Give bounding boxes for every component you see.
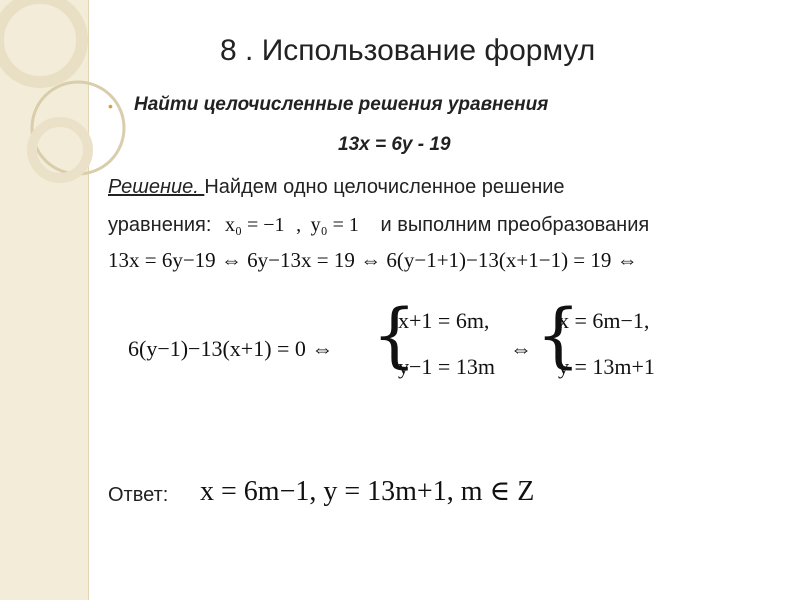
equation-prefix: уравнения: — [108, 214, 212, 236]
bullet-icon: • — [108, 98, 113, 114]
system1-line2: y−1 = 13m — [398, 354, 495, 379]
solution-label: Решение. — [108, 176, 205, 198]
answer-formula: x = 6m−1, y = 13m+1, m ∈ Z — [200, 476, 535, 507]
initial-values-line — [108, 214, 649, 237]
x0-value: x₀ = −1 — [224, 214, 285, 236]
system2-line1: x = 6m−1, — [558, 308, 650, 333]
task-statement: Найти целочисленные решения уравнения — [134, 94, 549, 115]
transformation-chain: 13x = 6y−19 ⇔ 6y−13x = 19 ⇔ 6(y−1+1)−13(x+1−1) = 19 ⇔ — [108, 248, 638, 272]
comma: , — [296, 214, 302, 236]
system1-line1: x+1 = 6m, — [398, 308, 490, 333]
equivalence-arrow: ⇔ — [510, 336, 532, 361]
equation-suffix: и выполним преобразования — [380, 214, 650, 236]
system2-line2: y = 13m+1 — [558, 354, 655, 379]
task-equation: 13x = 6y - 19 — [338, 134, 451, 155]
step-left: 6(y−1)−13(x+1) = 0 ⇔ — [128, 336, 334, 361]
left-brace-1: { — [372, 294, 417, 376]
solution-line — [108, 176, 565, 199]
left-brace-2: { — [536, 294, 581, 376]
solution-text: Найдем одно целочисленное решение — [204, 176, 565, 198]
slide-title: 8 . Использование формул — [220, 34, 596, 67]
answer-label: Ответ: — [108, 484, 169, 506]
y0-value: y₀ = 1 — [310, 214, 359, 236]
